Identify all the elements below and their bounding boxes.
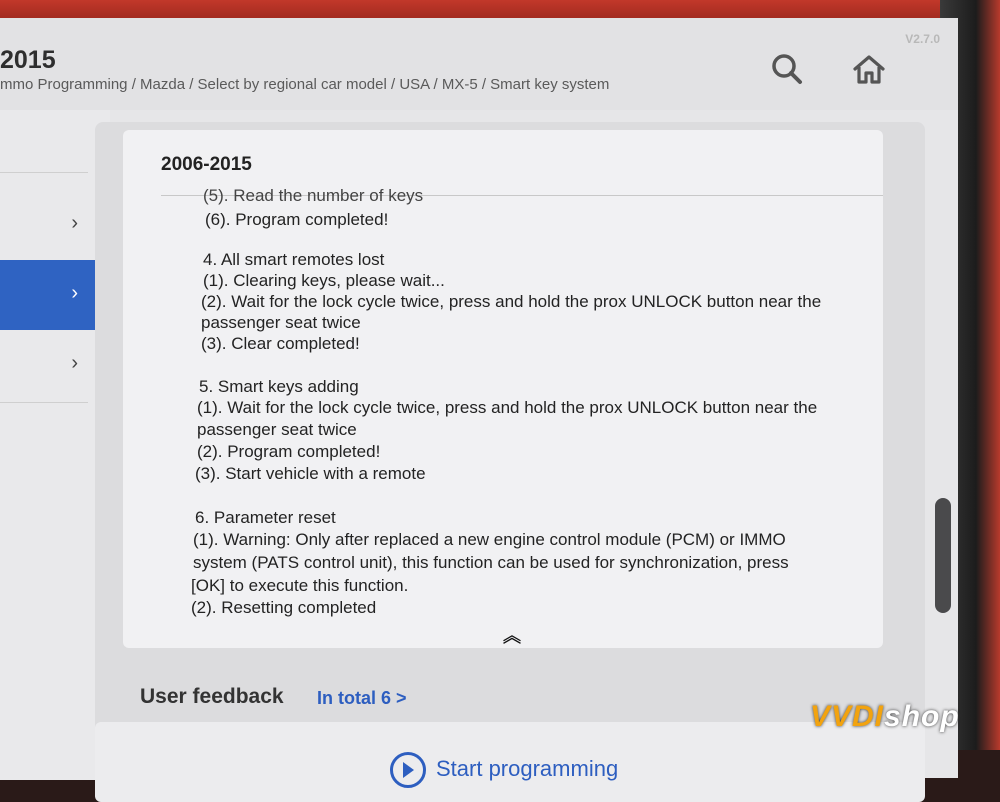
tablet-screen (0, 18, 958, 781)
card-title: 2006-2015 (161, 154, 252, 175)
scrollbar[interactable] (935, 498, 951, 613)
instruction-line: (3). Start vehicle with a remote (195, 464, 426, 483)
instruction-line: (1). Warning: Only after replaced a new engine control module (PCM) or IMMO (193, 530, 786, 549)
instruction-line: (6). Program completed! (205, 210, 389, 229)
sidebar-divider (0, 172, 88, 173)
instructions-card (123, 130, 883, 648)
instruction-line: system (PATS control unit), this function can be used for synchronization, press (193, 553, 789, 572)
start-programming-button[interactable] (390, 752, 618, 788)
instruction-line: passenger seat twice (197, 420, 357, 439)
instruction-line: (1). Wait for the lock cycle twice, press and hold the prox UNLOCK button near the (197, 398, 818, 417)
instruction-line: (1). Clearing keys, please wait... (203, 271, 445, 290)
chevron-right-icon: › (71, 282, 78, 304)
breadcrumb[interactable]: mmo Programming / Mazda / Select by regional car model / USA / MX-5 / Smart key system (0, 76, 610, 93)
instruction-line: (2). Wait for the lock cycle twice, press and hold the prox UNLOCK button near the (201, 292, 822, 311)
chevron-right-icon: › (71, 352, 78, 374)
page-title: 2015 (0, 46, 56, 74)
instruction-heading: 5. Smart keys adding (199, 377, 359, 396)
main-panel (95, 122, 925, 782)
app-header (0, 18, 958, 110)
start-programming-label: Start programming (436, 755, 619, 781)
double-chevron-up-icon[interactable]: ︽ (503, 626, 521, 646)
version-label: V2.7.0 (905, 32, 940, 46)
instruction-line: passenger seat twice (201, 313, 361, 332)
feedback-total-link[interactable]: In total 6 > (317, 688, 407, 708)
watermark-logo: VVDIshop (810, 700, 960, 733)
start-programming-card (95, 722, 925, 802)
sidebar (0, 110, 110, 780)
cutoff-line: (5). Read the number of keys (203, 186, 424, 205)
user-feedback-label: User feedback (140, 685, 284, 708)
instruction-line: [OK] to execute this function. (191, 576, 409, 595)
search-icon[interactable] (770, 52, 804, 86)
sidebar-divider (0, 402, 88, 403)
instruction-heading: 4. All smart remotes lost (203, 250, 385, 269)
play-icon (390, 752, 426, 788)
instruction-heading: 6. Parameter reset (195, 508, 336, 527)
instruction-line: (2). Resetting completed (191, 598, 377, 617)
sidebar-item-1[interactable] (0, 190, 110, 260)
instructions-content[interactable] (123, 186, 883, 626)
sidebar-item-3[interactable] (0, 330, 110, 400)
instruction-line: (2). Program completed! (197, 442, 381, 461)
chevron-right-icon: › (71, 212, 78, 234)
sidebar-item-2-active[interactable] (0, 260, 110, 330)
instruction-line: (3). Clear completed! (201, 334, 360, 353)
home-icon[interactable] (852, 52, 886, 86)
